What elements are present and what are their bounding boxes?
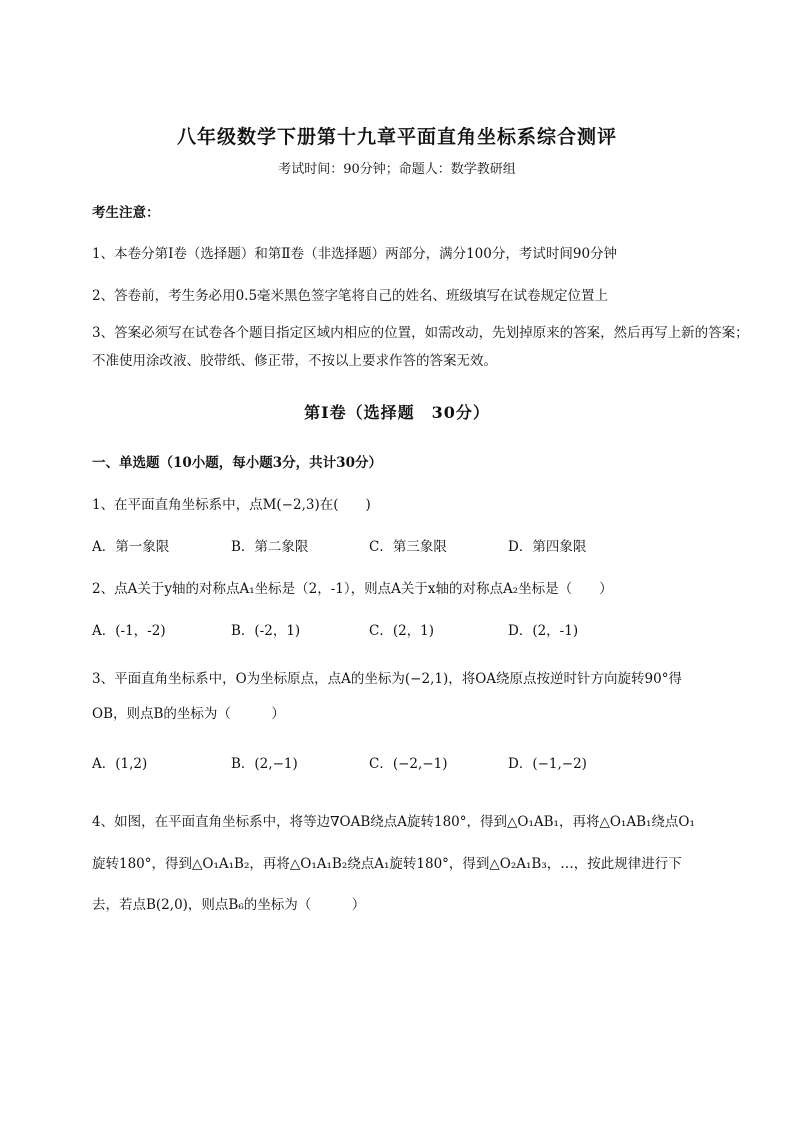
question-2-option-c: C．(2，1) [369, 623, 435, 639]
question-3-option-c: C．(−2,−1) [369, 756, 448, 772]
question-1-stem: 1、在平面直角坐标系中，点M(−2,3)在( ) [92, 497, 371, 513]
question-2-option-b: B．(-2，1) [231, 623, 301, 639]
notice-item-3: 3、答案必须写在试卷各个题目指定区域内相应的位置，如需改动，先划掉原来的答案，然后再写上新的答案；不准使用涂改液、胶带纸、修正带，不按以上要求作答的答案无效。 [92, 325, 749, 369]
question-4-stem-line-2: 旋转180°，得到△O₁A₁B₂，再将△O₁A₁B₂绕点A₁旋转180°，得到△O₂A₁B₃，…，按此规律进行下 [92, 856, 682, 872]
question-1-option-d: D．第四象限 [508, 539, 587, 555]
question-2-stem: 2、点A关于y轴的对称点A₁坐标是（2，-1），则点A关于x轴的对称点A₂坐标是（ ） [92, 581, 613, 597]
question-3-option-a: A．(1,2) [92, 756, 148, 772]
page-title: 八年级数学下册第十九章平面直角坐标系综合测评 [176, 126, 617, 148]
question-4-stem-line-3: 去，若点B(2,0)，则点B₆的坐标为（ ） [92, 897, 366, 913]
question-3-option-d: D．(−1,−2) [508, 756, 587, 772]
part-heading: 一、单选题（10小题，每小题3分，共计30分） [92, 455, 382, 471]
question-2-option-d: D．(2，-1) [508, 623, 579, 639]
question-1-option-a: A．第一象限 [92, 539, 170, 555]
question-4-stem-line-1: 4、如图，在平面直角坐标系中，将等边∇OAB绕点A旋转180°，得到△O₁AB₁，再将△O₁AB₁绕点O₁ [92, 814, 695, 830]
exam-info: 考试时间：90分钟；命题人：数学教研组 [278, 162, 516, 177]
question-3-stem-line-1: 3、平面直角坐标系中，O为坐标原点，点A的坐标为(−2,1)，将OA绕原点按逆时针方向旋转90°得 [92, 671, 682, 687]
notice-heading: 考生注意： [92, 205, 160, 221]
section-title: 第Ⅰ卷（选择题 30分） [304, 403, 490, 422]
question-1-option-b: B．第二象限 [231, 539, 309, 555]
question-3-stem-line-2: OB，则点B的坐标为（ ） [92, 706, 285, 722]
notice-item-1: 1、本卷分第Ⅰ卷（选择题）和第Ⅱ卷（非选择题）两部分，满分100分，考试时间90分钟 [92, 246, 618, 262]
notice-item-2: 2、答卷前，考生务必用0.5毫米黑色签字笔将自己的姓名、班级填写在试卷规定位置上 [92, 288, 609, 304]
question-1-option-c: C．第三象限 [369, 539, 447, 555]
question-2-option-a: A．(-1，-2) [92, 623, 166, 639]
question-3-option-b: B．(2,−1) [231, 756, 298, 772]
